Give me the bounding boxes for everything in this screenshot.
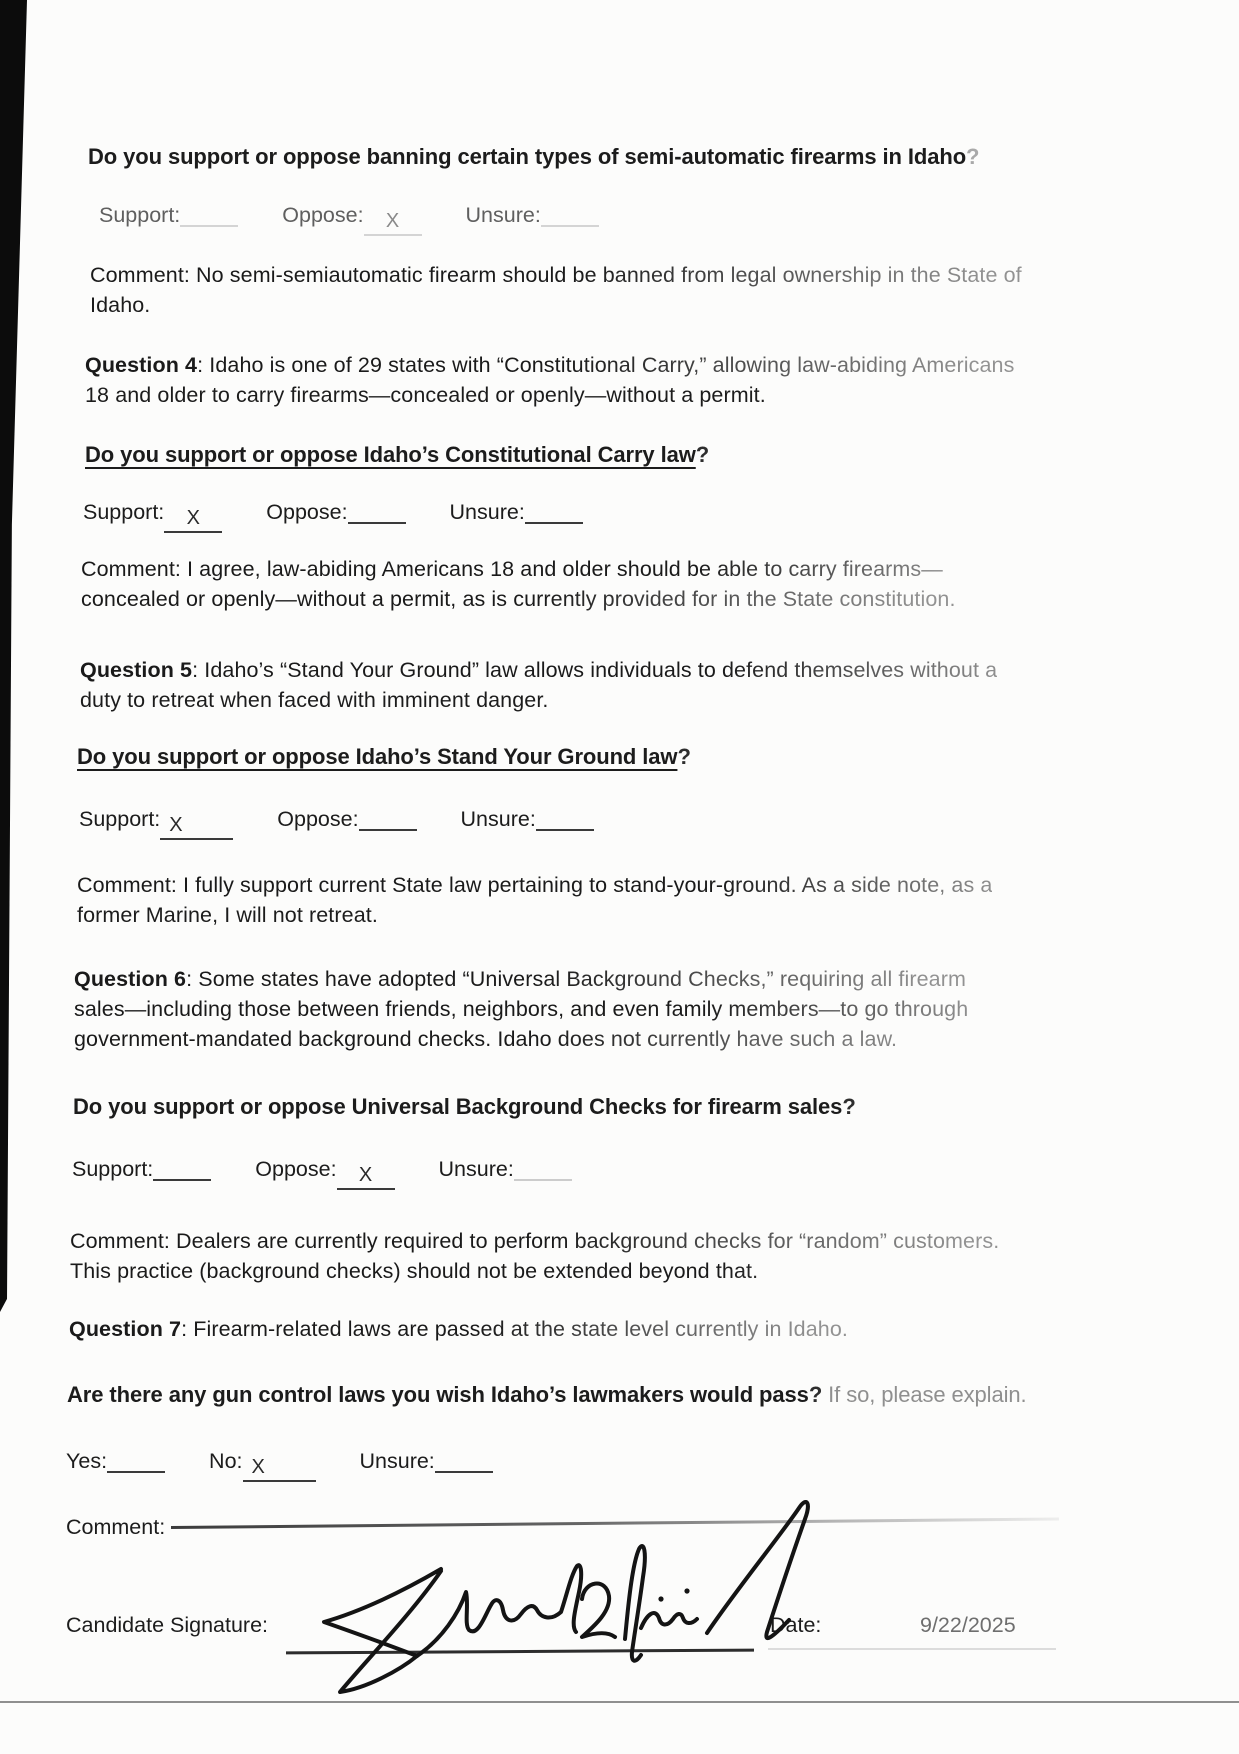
q6-oppose-blank[interactable]	[337, 1164, 395, 1190]
q6-intro	[74, 964, 968, 1054]
q3-oppose-mark: X	[385, 210, 400, 232]
q7-yes-label: Yes:	[66, 1449, 108, 1473]
q5-intro-line1	[80, 655, 997, 685]
q5-comment-line2: former Marine, I will not retreat.	[77, 903, 378, 927]
q5-support-mark: X	[169, 814, 183, 836]
q3-oppose-group	[282, 203, 421, 232]
q5-support-group	[79, 807, 233, 836]
q6-unsure-group	[439, 1157, 572, 1181]
q7-yes-group	[66, 1449, 165, 1473]
q7-no-mark: X	[251, 1456, 265, 1478]
q4-intro	[85, 350, 1014, 410]
q7-intro	[69, 1314, 848, 1344]
q4-support-mark: X	[186, 507, 200, 529]
q4-unsure-blank[interactable]	[525, 498, 583, 524]
scan-edge-artifact	[0, 0, 27, 1312]
q4-unsure-group	[450, 500, 583, 524]
q4-heading-text: Do you support or oppose Idaho’s Constitutional Carry law	[85, 442, 696, 467]
date-value: 9/22/2025	[920, 1613, 1016, 1637]
q5-comment	[77, 870, 992, 930]
q4-comment	[81, 554, 956, 614]
q5-unsure-label: Unsure:	[460, 807, 536, 831]
q4-label: Question 4	[85, 353, 198, 377]
signature-label-row	[66, 1610, 268, 1640]
q4-oppose-blank[interactable]	[348, 498, 406, 524]
q3-support-group	[99, 203, 238, 227]
q4-oppose-group	[266, 500, 405, 524]
q3-oppose-blank[interactable]	[364, 210, 422, 236]
q7-heading-tail: If so, please explain.	[822, 1382, 1027, 1407]
q7-heading-text: Are there any gun control laws you wish Idaho’s lawmakers would pass	[67, 1382, 809, 1407]
q4-support-group	[83, 500, 222, 529]
q5-oppose-blank[interactable]	[359, 805, 417, 831]
q6-unsure-label: Unsure:	[438, 1157, 514, 1181]
q6-comment-line2: This practice (background checks) should not be extended beyond that.	[70, 1256, 999, 1286]
q4-intro-line1	[85, 350, 1014, 380]
q6-oppose-mark: X	[358, 1164, 373, 1186]
q6-label: Question 6	[74, 967, 187, 991]
q7-no-label: No:	[209, 1449, 243, 1473]
q7-label: Question 7	[69, 1317, 182, 1341]
candidate-signature-label: Candidate Signature:	[66, 1613, 269, 1637]
q6-oppose-group	[255, 1157, 394, 1186]
q3-unsure-label: Unsure:	[465, 203, 541, 227]
q3-comment	[90, 260, 1022, 320]
q3-heading-text: Do you support or oppose banning certain types of semi-automatic firearms in Idaho	[88, 144, 967, 169]
q6-oppose-label: Oppose:	[255, 1157, 337, 1181]
q4-support-blank[interactable]	[164, 507, 222, 533]
q4-answer-row	[83, 497, 621, 533]
q5-answer-row	[79, 804, 632, 840]
q4-comment-line1: Comment: I agree, law-abiding Americans 18 and older should be able to carry firearms—	[81, 554, 956, 584]
q5-intro	[80, 655, 997, 715]
q3-heading-qmark: ?	[966, 144, 980, 169]
q5-unsure-group	[461, 807, 594, 831]
q6-unsure-blank[interactable]	[514, 1155, 572, 1181]
q5-oppose-group	[277, 807, 416, 831]
q6-support-group	[72, 1157, 211, 1181]
q4-unsure-label: Unsure:	[449, 500, 525, 524]
q3-unsure-blank[interactable]	[541, 201, 599, 227]
q4-intro-line2: 18 and older to carry firearms—concealed or openly—without a permit.	[85, 383, 766, 407]
q4-intro-text1: : Idaho is one of 29 states with “Constitutional Carry,” allowing law-abiding Americans	[197, 353, 1015, 377]
q7-intro-text1: : Firearm-related laws are passed at the state level currently in Idaho.	[181, 1317, 848, 1341]
q5-support-label: Support:	[79, 807, 161, 831]
q5-intro-text1: : Idaho’s “Stand Your Ground” law allows individuals to defend themselves without a	[192, 658, 998, 682]
q3-comment-line1: Comment: No semi-semiautomatic firearm should be banned from legal ownership in the State of	[90, 260, 1022, 290]
q6-intro-line2: sales—including those between friends, neighbors, and even family members—to go through	[74, 994, 968, 1024]
q6-intro-line3: government-mandated background checks. Idaho does not currently have such a law.	[74, 1024, 968, 1054]
q6-heading	[73, 1092, 856, 1122]
q5-label: Question 5	[80, 658, 193, 682]
q6-support-blank[interactable]	[153, 1155, 211, 1181]
q5-unsure-blank[interactable]	[536, 805, 594, 831]
q6-comment	[70, 1226, 999, 1286]
q4-heading	[85, 440, 709, 470]
q6-intro-line1	[74, 964, 968, 994]
q6-intro-text1: : Some states have adopted “Universal Background Checks,” requiring all firearm	[186, 967, 966, 991]
q6-heading-qmark: ?	[842, 1094, 856, 1119]
q3-answer-row	[99, 200, 637, 236]
q6-heading-text: Do you support or oppose Universal Background Checks for firearm sales	[73, 1094, 843, 1119]
q3-support-blank[interactable]	[180, 201, 238, 227]
q4-comment-line2: concealed or openly—without a permit, as is currently provided for in the State constitution.	[81, 584, 956, 614]
page-bottom-rule	[0, 1701, 1239, 1703]
q6-answer-row	[72, 1154, 610, 1190]
q7-comment-label: Comment:	[66, 1515, 166, 1539]
date-label: Date:	[770, 1613, 822, 1637]
q7-intro-line1	[69, 1314, 848, 1344]
q6-comment-line1: Comment: Dealers are currently required to perform background checks for “random” customers.	[70, 1226, 999, 1256]
q3-comment-line2: Idaho.	[90, 293, 151, 317]
q3-support-label: Support:	[99, 203, 181, 227]
q3-oppose-label: Oppose:	[282, 203, 364, 227]
q7-unsure-label: Unsure:	[359, 1449, 435, 1473]
q7-yes-blank[interactable]	[107, 1447, 165, 1473]
q7-heading-qmark: ?	[808, 1382, 823, 1407]
q5-heading	[77, 742, 691, 772]
q4-support-label: Support:	[83, 500, 165, 524]
q7-heading	[67, 1380, 1027, 1410]
q5-comment-line1: Comment: I fully support current State law pertaining to stand-your-ground. As a side note, as a	[77, 870, 992, 900]
q5-heading-qmark: ?	[677, 744, 691, 769]
handwritten-signature	[270, 1455, 830, 1705]
q5-support-blank[interactable]	[160, 814, 233, 840]
q6-support-label: Support:	[72, 1157, 154, 1181]
q4-heading-qmark: ?	[695, 442, 710, 467]
q5-oppose-label: Oppose:	[277, 807, 359, 831]
q3-heading	[88, 142, 979, 172]
q4-oppose-label: Oppose:	[266, 500, 348, 524]
q5-heading-text: Do you support or oppose Idaho’s Stand Your Ground law	[77, 744, 678, 769]
q3-unsure-group	[466, 203, 599, 227]
q5-intro-line2: duty to retreat when faced with imminent danger.	[80, 688, 549, 712]
